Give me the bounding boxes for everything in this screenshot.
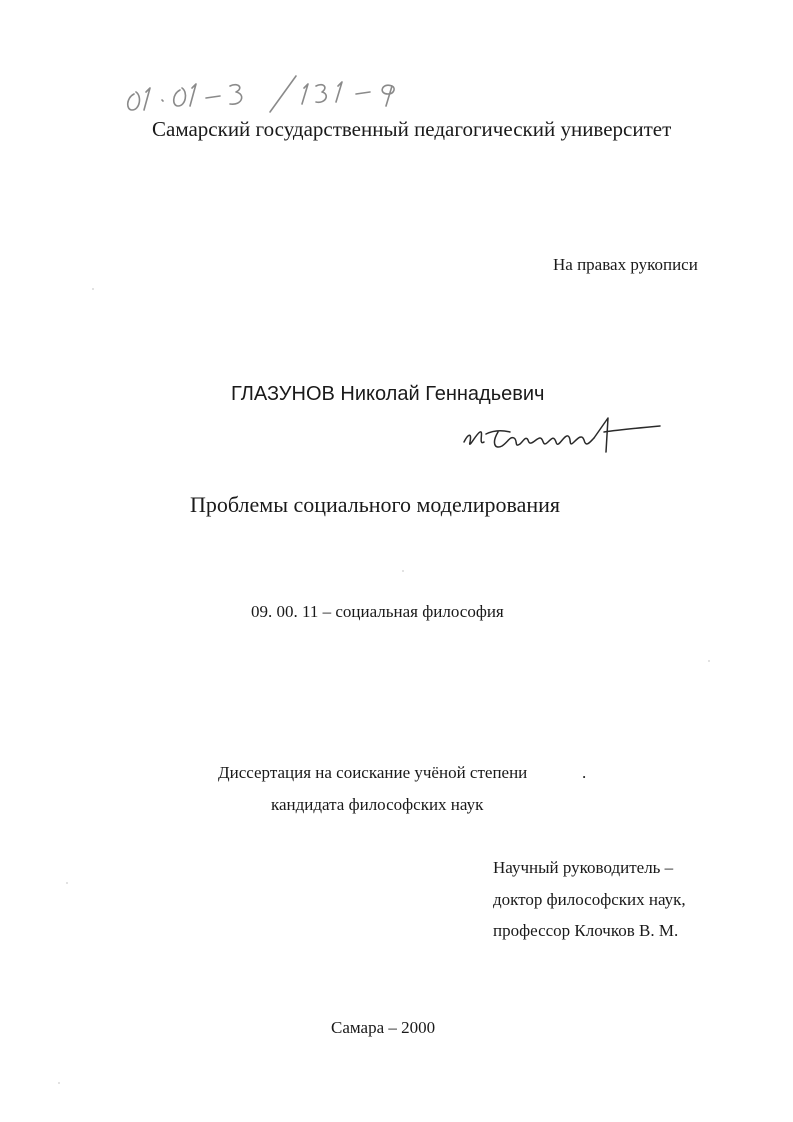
degree-line-2: кандидата философских наук	[271, 795, 484, 814]
scan-speck	[402, 570, 404, 572]
supervisor-role: Научный руководитель –	[493, 858, 674, 877]
city-year: Самара – 2000	[331, 1018, 436, 1037]
degree-line-1: Диссертация на соискание учёной степени	[218, 763, 528, 782]
stray-mark: .	[582, 763, 587, 782]
dissertation-title: Проблемы социального моделирования	[190, 492, 561, 517]
supervisor-name: профессор Клочков В. М.	[493, 921, 679, 940]
author-name: ГЛАЗУНОВ Николай Геннадьевич	[231, 383, 545, 405]
author-signature	[458, 412, 663, 458]
supervisor-degree: доктор философских наук,	[493, 890, 686, 909]
university-name: Самарский государственный педагогический университет	[152, 117, 672, 141]
handwritten-archive-code	[120, 72, 480, 118]
specialty-code: 09. 00. 11 – социальная философия	[251, 602, 504, 621]
rights-note: На правах рукописи	[553, 255, 698, 274]
scan-speck	[58, 1082, 60, 1084]
scan-speck	[92, 288, 94, 290]
scan-speck	[708, 660, 710, 662]
scan-speck	[66, 882, 68, 884]
